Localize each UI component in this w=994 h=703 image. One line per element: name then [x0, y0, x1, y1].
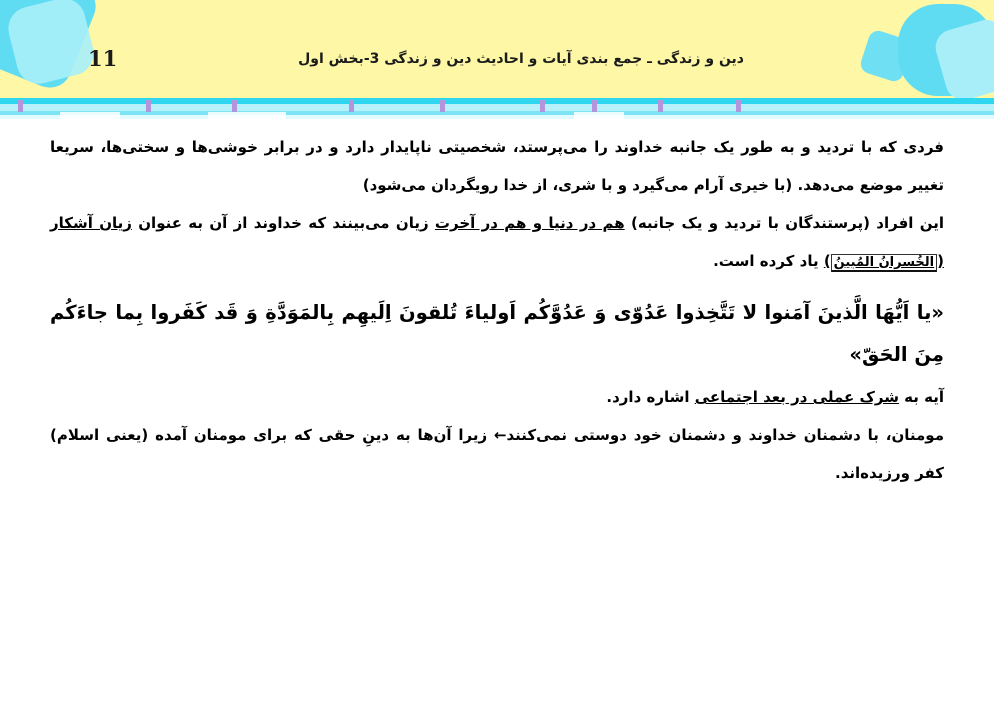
divider-tick [658, 100, 663, 112]
underlined-phrase: شرک عملی در بعد اجتماعی [694, 388, 899, 406]
text-run: آیه به [898, 388, 944, 406]
page-header [0, 0, 994, 98]
page-number: 11 [88, 46, 118, 71]
boxed-term: الخُسرانُ المُبینُ [831, 254, 937, 272]
text-run: زیان می‌بینند که خداوند از آن به عنوان [131, 214, 435, 232]
paragraph: فردی که با تردید و به طور یک جانبه خداوند را می‌پرستد، شخصیتی ناپایدار دارد و در برابر خوشی‌ها و سختی‌ها، سریعا تغییر موضع می‌دهد. (با خیری آرام می‌گیرد و با شری، از خدا رویگردان می‌شود) [50, 138, 944, 194]
paragraph [50, 378, 944, 416]
paragraph: مومنان، با دشمنان خداوند و دشمنان خود دوستی نمی‌کنند← زیرا آن‌ها به دینِ حقی که برای مومنان آمده (یعنی اسلام) کفر ورزیده‌اند. [50, 426, 944, 482]
divider-tick [592, 100, 597, 112]
divider-tick [146, 100, 151, 112]
divider-block [60, 112, 120, 119]
text-run: زیان آشکار ( [50, 214, 944, 270]
divider-tick [349, 100, 354, 112]
divider-tick [540, 100, 545, 112]
document-body [50, 128, 944, 492]
header-divider-band [0, 115, 994, 119]
text-run: اشاره دارد. [606, 388, 695, 406]
divider-tick [440, 100, 445, 112]
divider-block [208, 112, 286, 119]
paragraph [50, 204, 944, 282]
quran-verse: «یا اَیُّهَا الَّذینَ آمَنوا لا تَتَّخِذوا عَدُوّی وَ عَدُوَّکُم اَولیاءَ تُلقونَ اِلَیهِم بِالمَوَدَّةِ وَ قَد کَفَروا بِما جاءَکُم مِنَ الحَقّ» [50, 301, 944, 366]
divider-tick [736, 100, 741, 112]
text-run: یاد کرده است. [713, 252, 824, 270]
divider-tick [18, 100, 23, 112]
divider-tick [232, 100, 237, 112]
divider-block [574, 112, 624, 119]
text-run: ) [823, 252, 831, 270]
header-title: دین و زندگی ـ جمع بندی آیات و احادیث دین و زندگی 3-بخش اول [298, 51, 744, 67]
text-run: این افراد (پرستندگان با تردید و یک جانبه) [624, 214, 945, 232]
underlined-phrase: هم در دنیا و هم در آخرت [434, 214, 625, 232]
